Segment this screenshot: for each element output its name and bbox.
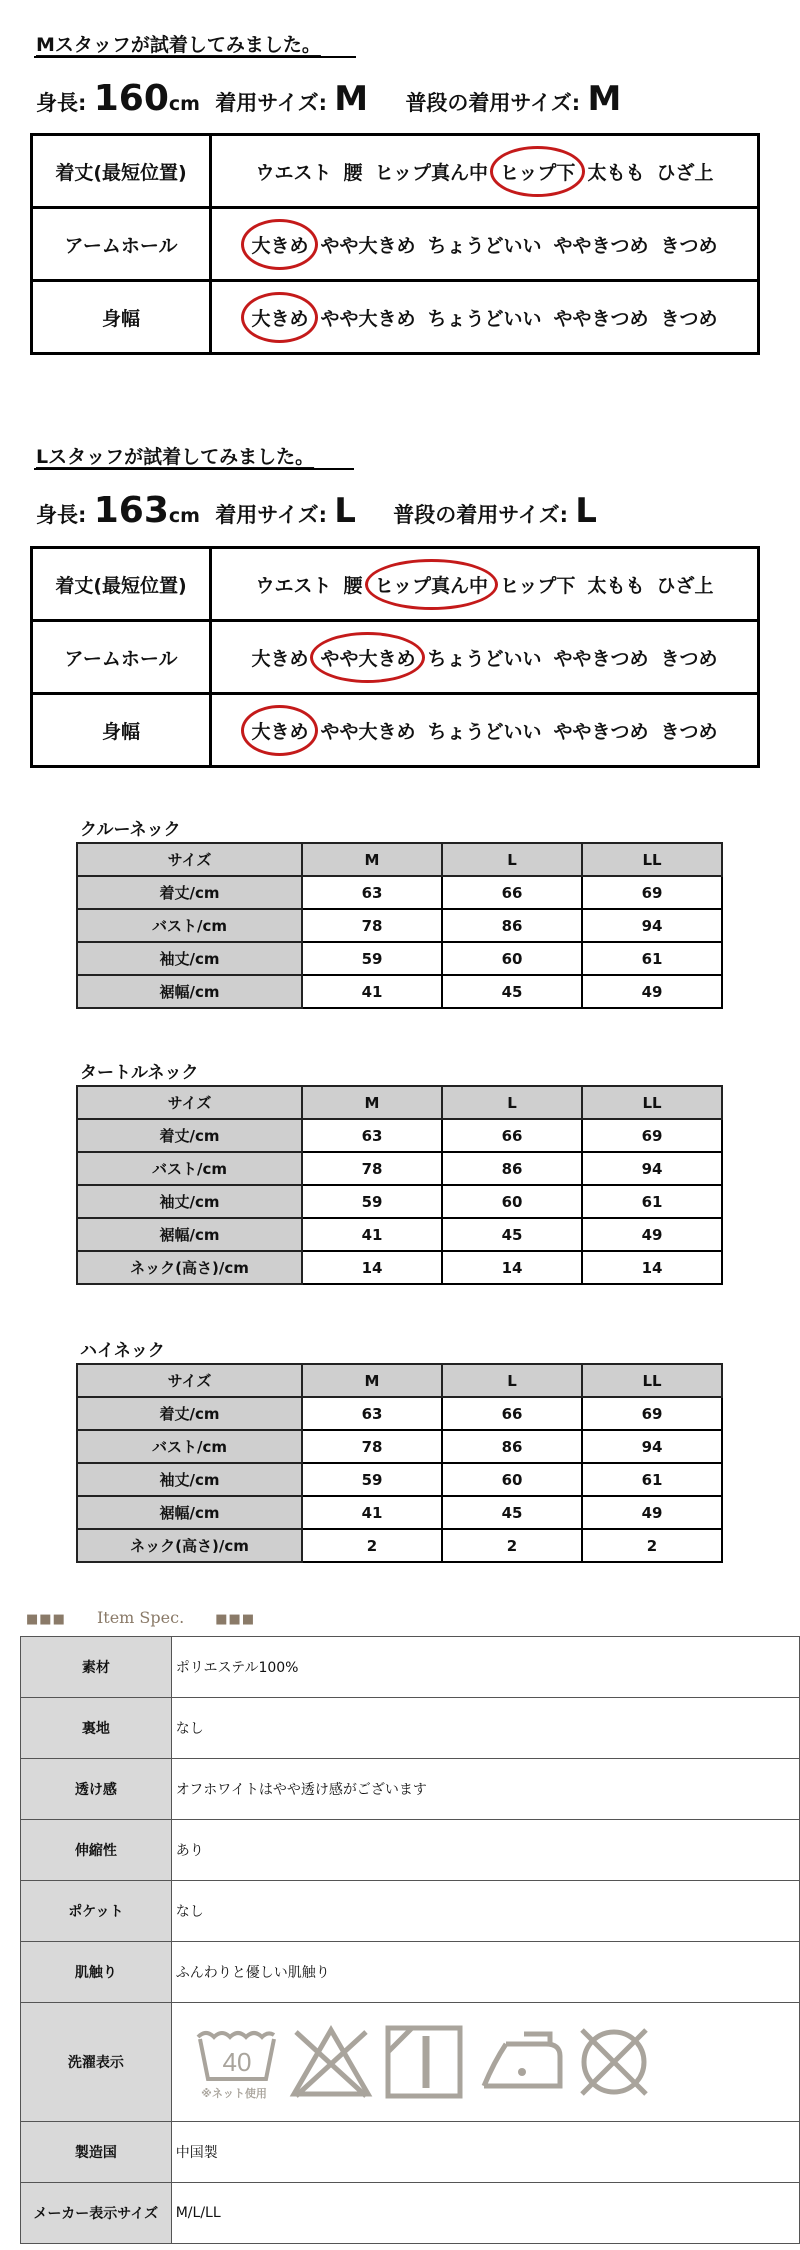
- spec-row: [21, 1881, 800, 1942]
- row-label-cell: ネック(高さ)/cm: [77, 1251, 302, 1284]
- height-value: 163: [93, 490, 169, 531]
- usual-size: M: [587, 79, 622, 119]
- header-cell: M: [302, 1364, 442, 1397]
- wash-40-net-icon: [194, 2019, 280, 2105]
- selected-circle: [241, 292, 318, 343]
- fit-row-options: [211, 548, 759, 621]
- size-table-row: [77, 1529, 722, 1562]
- fit-row-options: [211, 208, 759, 281]
- usual-size-label: 普段の着用サイズ:: [405, 91, 581, 115]
- fit-option: 太もも: [587, 574, 645, 597]
- size-table-row: [77, 942, 722, 975]
- m-title-underline: [34, 56, 356, 58]
- header-cell: サイズ: [77, 1086, 302, 1119]
- row-label-cell: 裾幅/cm: [77, 1496, 302, 1529]
- header-cell: L: [442, 843, 582, 876]
- spec-key: 製造国: [21, 2122, 172, 2183]
- value-cell: 41: [302, 1496, 442, 1529]
- item-spec-title: Item Spec.: [96, 1608, 185, 1627]
- spec-value: M/L/LL: [171, 2183, 799, 2244]
- value-cell: 59: [302, 1463, 442, 1496]
- header-cell: M: [302, 843, 442, 876]
- spec-key: 透け感: [21, 1759, 172, 1820]
- row-label-cell: 袖丈/cm: [77, 1185, 302, 1218]
- value-cell: 78: [302, 909, 442, 942]
- item-spec-heading: [26, 1608, 255, 1627]
- spec-key: 肌触り: [21, 1942, 172, 2003]
- header-cell: LL: [582, 843, 722, 876]
- fit-option: ちょうどいい: [427, 234, 542, 257]
- value-cell: 49: [582, 975, 722, 1008]
- fit-option: きつめ: [660, 720, 718, 743]
- size-table-row: [77, 1463, 722, 1496]
- fit-option: ちょうどいい: [427, 647, 542, 670]
- fit-row: [32, 621, 759, 694]
- fit-option: ウエスト: [255, 161, 332, 184]
- fit-row-label: 着丈(最短位置): [32, 548, 211, 621]
- size-table-row: [77, 909, 722, 942]
- value-cell: 63: [302, 1397, 442, 1430]
- height-unit: cm: [168, 93, 200, 115]
- spec-row: [21, 1942, 800, 2003]
- l-staff-title: Lスタッフが試着してみました。: [36, 446, 315, 468]
- value-cell: 60: [442, 1185, 582, 1218]
- row-label-cell: 着丈/cm: [77, 1119, 302, 1152]
- row-label-cell: 裾幅/cm: [77, 975, 302, 1008]
- fit-row-label: 身幅: [32, 281, 211, 354]
- size-table-row: [77, 1430, 722, 1463]
- fit-option: ややきつめ: [553, 234, 649, 257]
- spec-row: [21, 1759, 800, 1820]
- fit-row-label: 着丈(最短位置): [32, 135, 211, 208]
- value-cell: 63: [302, 1119, 442, 1152]
- fit-row-label: アームホール: [32, 621, 211, 694]
- value-cell: 49: [582, 1218, 722, 1251]
- wear-size: M: [334, 79, 369, 119]
- value-cell: 61: [582, 1185, 722, 1218]
- selected-circle: [310, 632, 425, 683]
- size-table-row: [77, 1152, 722, 1185]
- wash-icons: [176, 2019, 799, 2105]
- height-label: 身長:: [36, 91, 87, 115]
- size-table-row: [77, 1185, 722, 1218]
- row-label-cell: ネック(高さ)/cm: [77, 1529, 302, 1562]
- fit-option: ヒップ下: [500, 574, 576, 597]
- spec-row: [21, 1698, 800, 1759]
- spec-value: なし: [171, 1881, 799, 1942]
- value-cell: 2: [442, 1529, 582, 1562]
- wear-size: L: [334, 491, 356, 531]
- l-title-underline: [34, 468, 354, 470]
- spec-key: ポケット: [21, 1881, 172, 1942]
- value-cell: 61: [582, 942, 722, 975]
- fit-option: ウエスト: [255, 574, 332, 597]
- fit-option: やや大きめ: [320, 234, 416, 257]
- value-cell: 45: [442, 975, 582, 1008]
- fit-option: やや大きめ: [320, 720, 416, 743]
- l-fit-table: [30, 546, 760, 768]
- spec-key: 裏地: [21, 1698, 172, 1759]
- value-cell: 59: [302, 1185, 442, 1218]
- size-table-header: [77, 843, 722, 876]
- value-cell: 63: [302, 876, 442, 909]
- row-label-cell: 着丈/cm: [77, 1397, 302, 1430]
- value-cell: 86: [442, 1430, 582, 1463]
- value-cell: 86: [442, 1152, 582, 1185]
- value-cell: 41: [302, 1218, 442, 1251]
- no-dry-clean-icon: [574, 2022, 654, 2102]
- spec-key: メーカー表示サイズ: [21, 2183, 172, 2244]
- fit-option: 太もも: [587, 161, 645, 184]
- item-spec-table: [20, 1636, 800, 2244]
- value-cell: 2: [582, 1529, 722, 1562]
- turtle-neck-caption: タートルネック: [80, 1063, 199, 1083]
- fit-option: ヒップ真ん中: [374, 161, 488, 184]
- row-label-cell: バスト/cm: [77, 1430, 302, 1463]
- spec-row: [21, 2122, 800, 2183]
- fit-row: [32, 135, 759, 208]
- fit-option: ややきつめ: [553, 720, 649, 743]
- fit-option: ややきつめ: [553, 647, 649, 670]
- fit-row: [32, 694, 759, 767]
- fit-option: 大きめ: [251, 647, 309, 670]
- value-cell: 66: [442, 1119, 582, 1152]
- selected-circle: [241, 219, 318, 270]
- l-body-info: [36, 490, 597, 531]
- value-cell: 61: [582, 1463, 722, 1496]
- spec-value: 中国製: [171, 2122, 799, 2183]
- value-cell: 45: [442, 1496, 582, 1529]
- fit-option: きつめ: [660, 234, 718, 257]
- heading-marks-left: ■■■: [26, 1612, 66, 1627]
- header-cell: L: [442, 1364, 582, 1397]
- spec-row: [21, 2003, 800, 2122]
- high-neck-caption: ハイネック: [80, 1341, 165, 1361]
- fit-option: 大きめ: [251, 231, 308, 258]
- header-cell: LL: [582, 1364, 722, 1397]
- fit-option: やや大きめ: [320, 644, 415, 671]
- selected-circle: [365, 559, 498, 610]
- value-cell: 69: [582, 1397, 722, 1430]
- fit-option: 腰: [343, 574, 363, 597]
- fit-option: きつめ: [660, 307, 718, 330]
- wear-size-label: 着用サイズ:: [215, 503, 327, 527]
- high-neck-size-table: [76, 1363, 723, 1563]
- fit-row-label: アームホール: [32, 208, 211, 281]
- spec-value: ポリエステル100%: [171, 1637, 799, 1698]
- header-cell: M: [302, 1086, 442, 1119]
- crew-neck-size-table: [76, 842, 723, 1009]
- value-cell: 59: [302, 942, 442, 975]
- value-cell: 86: [442, 909, 582, 942]
- value-cell: 2: [302, 1529, 442, 1562]
- spec-key: 伸縮性: [21, 1820, 172, 1881]
- value-cell: 14: [442, 1251, 582, 1284]
- fit-option: 腰: [343, 161, 363, 184]
- fit-option: 大きめ: [251, 304, 308, 331]
- selected-circle: [241, 705, 318, 756]
- value-cell: 66: [442, 876, 582, 909]
- spec-row: [21, 1637, 800, 1698]
- fit-row-options: [211, 621, 759, 694]
- header-cell: LL: [582, 1086, 722, 1119]
- crew-neck-caption: クルーネック: [80, 820, 181, 840]
- value-cell: 78: [302, 1430, 442, 1463]
- value-cell: 41: [302, 975, 442, 1008]
- value-cell: 94: [582, 1430, 722, 1463]
- fit-option: ちょうどいい: [427, 720, 542, 743]
- no-bleach-icon: [288, 2022, 374, 2102]
- size-table-header: [77, 1086, 722, 1119]
- size-table-row: [77, 1251, 722, 1284]
- spec-key: 洗濯表示: [21, 2003, 172, 2122]
- usual-size: L: [575, 491, 597, 531]
- spec-value: なし: [171, 1698, 799, 1759]
- selected-circle: [490, 146, 585, 197]
- size-table-row: [77, 975, 722, 1008]
- value-cell: 94: [582, 909, 722, 942]
- fit-row: [32, 281, 759, 354]
- fit-option: ヒップ下: [500, 158, 575, 185]
- value-cell: 14: [302, 1251, 442, 1284]
- size-table-row: [77, 1218, 722, 1251]
- value-cell: 49: [582, 1496, 722, 1529]
- row-label-cell: バスト/cm: [77, 909, 302, 942]
- fit-row: [32, 548, 759, 621]
- fit-option: ちょうどいい: [427, 307, 542, 330]
- fit-option: ひざ上: [656, 161, 714, 184]
- size-table-header: [77, 1364, 722, 1397]
- spec-value: あり: [171, 1820, 799, 1881]
- m-fit-table: [30, 133, 760, 355]
- fit-option: 大きめ: [251, 717, 308, 744]
- value-cell: 14: [582, 1251, 722, 1284]
- height-value: 160: [93, 78, 169, 119]
- row-label-cell: 袖丈/cm: [77, 942, 302, 975]
- spec-value: オフホワイトはやや透け感がございます: [171, 1759, 799, 1820]
- height-label: 身長:: [36, 503, 87, 527]
- heading-marks-right: ■■■: [215, 1612, 256, 1627]
- row-label-cell: バスト/cm: [77, 1152, 302, 1185]
- fit-option: ひざ上: [656, 574, 714, 597]
- value-cell: 94: [582, 1152, 722, 1185]
- value-cell: 69: [582, 876, 722, 909]
- usual-size-label: 普段の着用サイズ:: [393, 503, 568, 527]
- fit-row: [32, 208, 759, 281]
- fit-option: やや大きめ: [320, 307, 416, 330]
- value-cell: 69: [582, 1119, 722, 1152]
- value-cell: 60: [442, 942, 582, 975]
- fit-option: ややきつめ: [553, 307, 649, 330]
- value-cell: 45: [442, 1218, 582, 1251]
- row-label-cell: 着丈/cm: [77, 876, 302, 909]
- fit-row-options: [211, 694, 759, 767]
- spec-value: ふんわりと優しい肌触り: [171, 1942, 799, 2003]
- wash-note: ※ネット使用: [200, 2087, 267, 2100]
- dry-flat-shade-icon: [382, 2022, 468, 2102]
- spec-value: [171, 2003, 799, 2122]
- m-body-info: [36, 78, 621, 119]
- height-unit: cm: [168, 505, 200, 527]
- spec-row: [21, 1820, 800, 1881]
- size-table-row: [77, 1496, 722, 1529]
- wash-temp: 40: [222, 2047, 252, 2077]
- turtle-neck-size-table: [76, 1085, 723, 1285]
- header-cell: サイズ: [77, 1364, 302, 1397]
- value-cell: 78: [302, 1152, 442, 1185]
- value-cell: 66: [442, 1397, 582, 1430]
- size-table-row: [77, 876, 722, 909]
- row-label-cell: 袖丈/cm: [77, 1463, 302, 1496]
- spec-row: [21, 2183, 800, 2244]
- value-cell: 60: [442, 1463, 582, 1496]
- size-table-row: [77, 1119, 722, 1152]
- fit-row-options: [211, 135, 759, 208]
- wear-size-label: 着用サイズ:: [215, 91, 327, 115]
- fit-row-label: 身幅: [32, 694, 211, 767]
- iron-low-icon: [476, 2022, 566, 2102]
- row-label-cell: 裾幅/cm: [77, 1218, 302, 1251]
- size-table-row: [77, 1397, 722, 1430]
- fit-option: ヒップ真ん中: [375, 571, 488, 598]
- header-cell: L: [442, 1086, 582, 1119]
- header-cell: サイズ: [77, 843, 302, 876]
- m-staff-title: Mスタッフが試着してみました。: [36, 34, 321, 56]
- fit-row-options: [211, 281, 759, 354]
- spec-key: 素材: [21, 1637, 172, 1698]
- fit-option: きつめ: [660, 647, 718, 670]
